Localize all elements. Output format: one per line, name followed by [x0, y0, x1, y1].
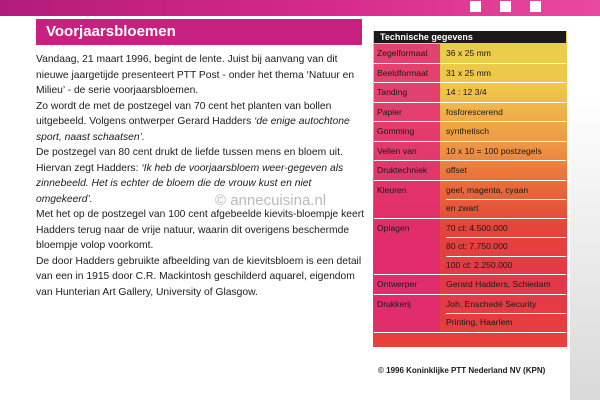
decor-square — [530, 1, 541, 12]
spec-row — [374, 142, 566, 161]
paragraph-text: Met het op de postzegel van 100 cent afgebeelde kievits-bloempje keert Hadders terug naar de vrije natuur, waarin dit overigens beschermde bloempje volop voorkomt. — [36, 209, 364, 251]
spec-value: offset — [446, 165, 467, 175]
paragraph-text: Zo wordt de met de postzegel van 70 cent het planten van bollen uitgebeeld. Volgens ontwerper Gerard Hadders — [36, 100, 332, 127]
spec-row — [374, 275, 566, 294]
spec-row — [374, 103, 566, 122]
paragraph-text: Vandaag, 21 maart 1996, begint de lente. Juist bij aanvang van dit nieuwe jaargetijde presenteert PTT Post - onder het thema ‘Natuur en Milieu’ - de serie voorjaarsbloemen. — [36, 54, 355, 96]
spec-label: Vellen van — [374, 142, 440, 161]
spec-row — [374, 161, 566, 180]
paragraph-text: De door Hadders gebruikte afbeelding van de kievitsbloem is een detail van een in 1915 door C.R. Mackintosh geschilderd aquarel, eigendom van Hunterian Art Gallery, University of Glasgow. — [36, 255, 362, 298]
decor-square — [470, 1, 481, 12]
paragraph — [36, 52, 366, 99]
spec-divider — [446, 256, 566, 257]
spec-row — [374, 122, 566, 141]
spec-value: Joh. Enschedé Security — [446, 298, 537, 309]
spec-row — [374, 219, 566, 275]
spec-label: Oplagen — [374, 219, 440, 275]
paragraph — [36, 207, 366, 254]
spec-row — [374, 83, 566, 102]
spec-label: Beeldformaat — [374, 64, 440, 83]
page-title: Voorjaarsbloemen — [36, 19, 362, 45]
spec-divider — [446, 313, 566, 314]
spec-divider — [446, 199, 566, 200]
spec-label: Druktechniek — [374, 161, 440, 180]
article-body — [36, 52, 366, 300]
spec-label: Tanding — [374, 83, 440, 102]
spec-label: Ontwerper — [374, 275, 440, 294]
spec-value: 14 : 12 3/4 — [446, 87, 487, 97]
spec-header: Technische gegevens — [374, 31, 566, 43]
spec-value: 31 x 25 mm — [446, 67, 491, 78]
spec-value: geel, magenta, cyaan — [446, 184, 529, 195]
spec-value: synthetisch — [446, 126, 489, 136]
spec-value: en zwart — [446, 203, 479, 213]
spec-row — [374, 44, 566, 63]
paragraph-quote: ‘Ik heb de voorjaarsbloem weer-gegeven als zinnebeeld. Het is echter de bloem die de vrouw kust en niet omgekeerd’. — [36, 162, 344, 205]
watermark: © annecuisina.nl — [215, 192, 327, 209]
spec-label: Zegelformaat — [374, 44, 440, 63]
paragraph-quote: ‘de enige autochtone sport, naast schaatsen’. — [36, 116, 350, 143]
spec-label: Drukkerij — [374, 295, 440, 332]
spec-value: 36 x 25 mm — [446, 48, 491, 58]
decor-square — [500, 1, 511, 12]
spec-label: Kleuren — [374, 181, 440, 218]
spec-row — [374, 181, 566, 218]
spec-value: 10 x 10 = 100 postzegels — [446, 145, 542, 156]
spec-divider — [446, 237, 566, 238]
spec-label: Papier — [374, 103, 440, 122]
spec-label: Gomming — [374, 122, 440, 141]
paragraph — [36, 99, 366, 146]
copyright-notice: © 1996 Koninklijke PTT Nederland NV (KPN) — [378, 366, 546, 375]
spec-value: Printing, Haarlem — [446, 317, 513, 327]
spec-value: 100 ct: 2.250.000 — [446, 259, 513, 270]
spec-value: 70 ct: 4.500.000 — [446, 222, 508, 233]
spec-value: 80 ct: 7.750.000 — [446, 241, 508, 251]
spec-row — [374, 295, 566, 332]
right-margin — [570, 16, 600, 400]
spec-value: Gerard Hadders, Schiedam — [446, 279, 551, 289]
spec-row — [374, 64, 566, 83]
paragraph — [36, 254, 366, 301]
paragraph-text: De postzegel van 80 cent drukt de liefde tussen mens en bloem uit. Hiervan zegt Hadders: — [36, 147, 343, 174]
spec-value: fosforescerend — [446, 106, 503, 117]
spec-divider — [374, 332, 566, 333]
top-color-bar — [0, 0, 600, 16]
